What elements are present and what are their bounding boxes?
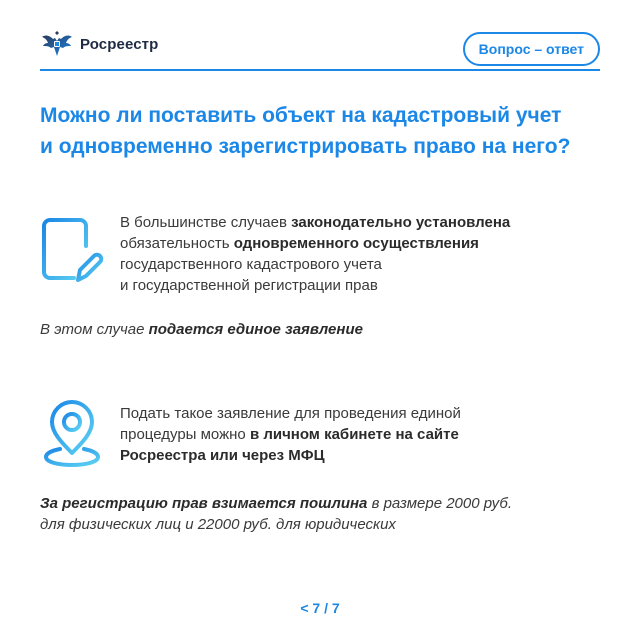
prev-page-icon[interactable]: < xyxy=(300,600,309,616)
document-edit-icon xyxy=(40,216,104,286)
title-line-1: Можно ли поставить объект на кадастровый учет xyxy=(40,104,562,127)
page-counter: 7 / 7 xyxy=(312,600,340,616)
text-line: В большинстве случаев xyxy=(120,214,292,231)
text-bold: одновременного осуществления xyxy=(233,235,479,252)
rosreestr-logo[interactable] xyxy=(40,28,158,60)
note-text: В этом случае xyxy=(40,321,149,338)
text-line: и государственной регистрации прав xyxy=(120,277,378,294)
text-bold: законодательно установлена xyxy=(291,214,511,231)
pagination xyxy=(0,600,640,616)
note-1 xyxy=(40,319,363,340)
info-text-2 xyxy=(120,403,461,466)
header-divider xyxy=(40,69,600,71)
page-title xyxy=(40,100,610,162)
text-bold: Росреестра или через МФЦ xyxy=(120,447,325,464)
note-text: в размере 2000 руб. xyxy=(367,495,513,512)
text-line: Подать такое заявление для проведения единой xyxy=(120,405,461,422)
text-line: процедуры можно xyxy=(120,426,250,443)
title-line-2: и одновременно зарегистрировать право на него? xyxy=(40,135,571,158)
qa-badge[interactable]: Вопрос – ответ xyxy=(463,32,600,66)
info-block-1 xyxy=(40,210,600,300)
note-bold: За регистрацию прав взимается пошлина xyxy=(40,495,368,512)
note-text: для физических лиц и 22000 руб. для юридических xyxy=(40,516,396,533)
logo-text: Росреестр xyxy=(80,35,159,53)
note-2 xyxy=(40,493,512,535)
header xyxy=(40,26,600,66)
double-eagle-emblem-icon xyxy=(40,28,74,60)
info-block-2 xyxy=(40,395,600,475)
text-line: обязательность xyxy=(120,235,234,252)
text-bold: в личном кабинете на сайте xyxy=(249,426,459,443)
location-pin-icon xyxy=(40,399,104,471)
text-line: государственного кадастрового учета xyxy=(120,256,382,273)
note-bold: подается единое заявление xyxy=(148,321,363,338)
info-text-1 xyxy=(120,212,510,296)
